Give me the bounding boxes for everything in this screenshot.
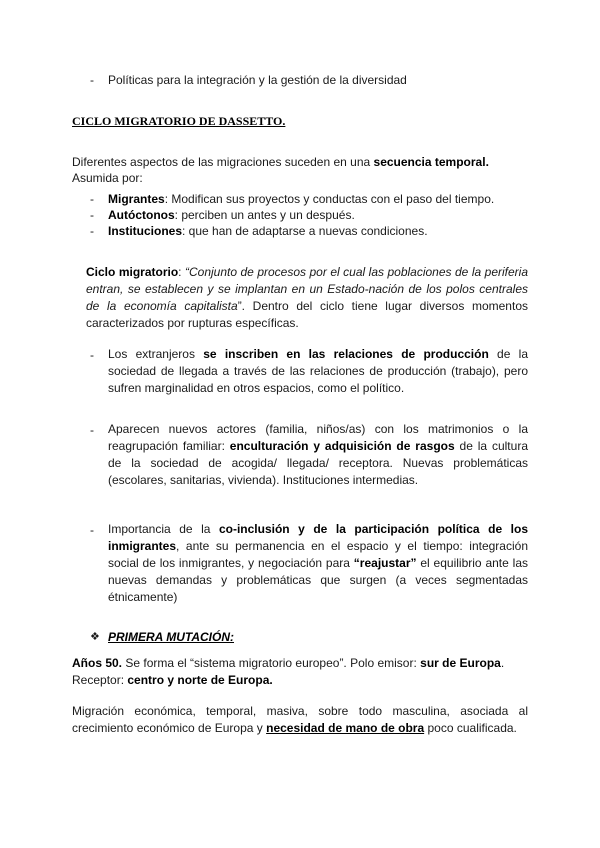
bullet-policies: Políticas para la integración y la gestión de la diversidad [108,73,407,87]
list-dash: - [90,73,94,87]
years-line-1 [72,655,528,672]
point-bold: co-inclusión y de la participación política de los inmigrantes [108,522,528,553]
actor-text: : Modifican sus proyectos y conductas con el paso del tiempo. [164,192,495,206]
migration-bold: necesidad de mano de obra [266,721,425,735]
point-text: Los extranjeros [108,347,204,361]
migration-paragraph [72,703,528,737]
years-bold: Años 50. [72,656,123,670]
cycle-definition [86,264,528,332]
list-dash: - [90,523,94,537]
cycle-quote: “Conjunto de procesos por el cual las poblaciones de la periferia entran, se establecen y se implantan en un Estado-nación de los polos centrales de la economía capitalista [86,265,529,313]
years-text: Receptor: [72,673,128,687]
point-text: el equilibrio ante las nuevas demandas y problemáticas que surgen (a veces segmentadas étnicamente) [108,556,528,604]
point-text: de la sociedad de llegada a través de las relaciones de producción (trabajo), pero sufren marginalidad en otros espacios, como el político. [108,347,528,395]
intro-line-1 [72,154,489,170]
point-bold: enculturación y adquisición de rasgos [229,439,455,453]
years-receiver: centro y norte de Europa. [127,673,273,687]
list-dash: - [90,192,94,206]
actor-term: Migrantes [108,192,165,206]
intro-text: Diferentes aspectos de las migraciones suceden en una [72,155,374,169]
point-enculturation [108,421,528,489]
actor-text: : que han de adaptarse a nuevas condiciones. [182,224,428,238]
point-text: Aparecen nuevos actores (familia, niños/as) con los matrimonios o la reagrupación familiar: [108,422,528,453]
diamond-bullet-icon: ❖ [90,631,100,643]
point-coinclusion [108,521,528,606]
migration-text: poco cualificada. [424,721,517,735]
years-text: Se forma el “sistema migratorio europeo”. Polo emisor: [122,656,421,670]
actor-text: : perciben un antes y un después. [174,208,355,222]
point-text: , ante su permanencia en el espacio y el tiempo: integración social de los inmigrantes, y negociación para [108,539,528,570]
cycle-term: Ciclo migratorio [86,265,179,279]
intro-line-2: Asumida por: [72,171,143,185]
cycle-rest: ”. Dentro del ciclo tiene lugar diversos momentos caracterizados por rupturas específicas. [86,299,528,330]
years-line-2 [72,672,273,688]
actor-instituciones [108,223,428,239]
list-dash: - [90,348,94,362]
cycle-colon: : [178,265,185,279]
mutation-title: PRIMERA MUTACIÓN: [108,630,234,644]
actor-migrantes [108,191,494,207]
intro-bold: secuencia temporal. [373,155,489,169]
point-text: Importancia de la [108,522,219,536]
section-heading: CICLO MIGRATORIO DE DASSETTO. [72,114,286,128]
point-bold: se inscriben en las relaciones de producción [203,347,489,361]
actor-term: Instituciones [108,224,183,238]
list-dash: - [90,224,94,238]
years-emitter: sur de Europa [420,656,501,670]
actor-term: Autóctonos [108,208,175,222]
point-bold: “reajustar” [353,556,417,570]
migration-text: Migración económica, temporal, masiva, sobre todo masculina, asociada al crecimiento económico de Europa y [72,704,528,735]
point-production [108,346,528,397]
years-text: . [500,656,505,670]
actor-autoctonos [108,207,355,223]
list-dash: - [90,208,94,222]
point-text: de la cultura de la sociedad de acogida/ llegada/ receptora. Nuevas problemáticas (escolares, sanitarias, vivienda). Instituciones intermedias. [108,439,528,487]
list-dash: - [90,423,94,437]
